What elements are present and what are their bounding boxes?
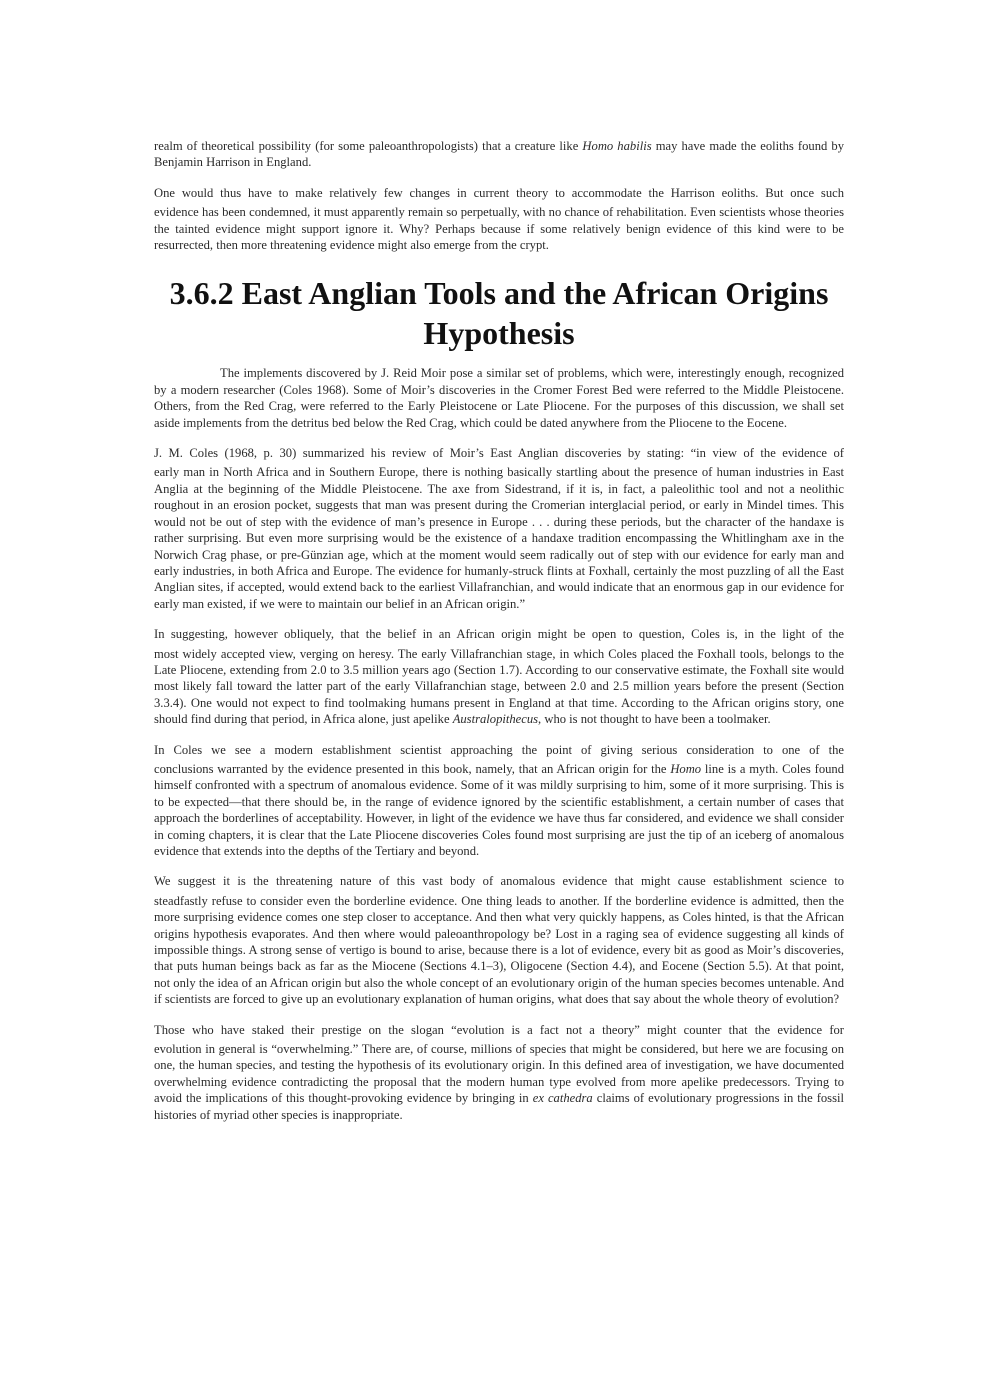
paragraph-first-line: We suggest it is the threatening nature of this vast body of anomalous evidence that might cause establishment science to: [154, 874, 844, 889]
paragraph-establishment-scientist: [154, 742, 844, 860]
paragraph-first-line: Those who have staked their prestige on the slogan “evolution is a fact not a theory” might counter that the evidence for: [154, 1022, 844, 1037]
paragraph-threatening-evidence: [154, 873, 844, 1007]
paragraph-first-line: In suggesting, however obliquely, that the belief in an African origin might be open to question, Coles is, in the light of the: [154, 627, 844, 642]
paragraph-harrison-eoliths: [154, 185, 844, 254]
italic-term: Homo habilis: [582, 139, 652, 153]
text: realm of theoretical possibility (for some paleoanthropologists) that a creature like: [154, 139, 583, 153]
italic-term: Australopithecus: [452, 712, 539, 727]
text: evidence has been condemned, it must apparently remain so perpetually, with no chance of rehabilitation. Even scientists whose theories the tainted evidence might support ignore it. Why? Perhaps because if some relatively benign evidence of this kind were to be resurrected, then more threatening evidence might also emerge from the crypt.: [154, 205, 844, 253]
text: steadfastly refuse to consider even the borderline evidence. One thing leads to another. If the borderline evidence is admitted, then the more surprising evidence comes one step closer to acceptance. And then what very quickly happens, as Coles hinted, is that the African origins hypothesis evaporates. And then where would paleoanthropology be? Lost in a raging sea of evidence suggesting all kinds of impossible things. A strong sense of vertigo is bound to arise, because there is a lot of evidence, every bit as good as Moir’s discoveries, that puts human beings back as far as the Miocene (Sections 4.1–3), Oligocene (Section 4.4), and Eocene (Section 5.5). At that point, not only the idea of an African origin but also the whole concept of an evolutionary origin of the human species becomes untenable. And if scientists are forced to give up an evolutionary explanation of human origins, what does that say about the whole theory of evolution?: [154, 893, 844, 1007]
italic-term: Homo: [670, 761, 702, 776]
text: claims of evolutionary progressions in the fossil histories of myriad other species is inappropriate.: [154, 1091, 844, 1122]
text: early man in North Africa and in Southern Europe, there is nothing basically startling about the presence of human industries in East Anglia at the beginning of the Middle Pleistocene. The axe from Sidestrand, if it is, in fact, a paleolithic tool and not a neolithic roughout in an erosion pocket, suggests that man was present during the Cromerian interglacial period, or early in Mindel times. This would not be out of step with the evidence of man’s presence in Europe . . . during these periods, but the character of the handaxe is rather surprising. But even more surprising would be the existence of a handaxe tradition encompassing the Whitlingham axe in the Norwich Crag phase, or pre-Günzian age, which at the moment would seem radically out of step with our evidence for early man and early industries, in both Africa and Europe. The evidence for humanly-struck flints at Foxhall, certainly the most puzzling of all the East Anglian sites, if accepted, would extend back to the earliest Villafranchian, and would indicate that an enormous gap in our evidence for early man existed, if we were to maintain our belief in an African origin.”: [154, 465, 844, 611]
section-heading: 3.6.2 East Anglian Tools and the African Origins Hypothesis: [169, 275, 829, 352]
text: most widely accepted view, verging on heresy. The early Villafranchian stage, in which Coles placed the Foxhall tools, belongs to the Late Pliocene, extending from 2.0 to 3.5 million years ago (Section 1.7). According to our conservative estimate, the Foxhall site would most likely fall toward the latter part of the early Villafranchian stage, between 2.0 and 2.5 million years before the present (Section 3.3.4). One would not expect to find toolmaking humans present in England at that time. According to the African origins story, one should find during that period, in Africa alone, just apelike: [154, 646, 844, 727]
text: line is a myth. Coles found himself confronted with a spectrum of anomalous evidence. Some of it was mildly surprising to him, some of it more surprising. This is to be expected—that there should be, in the range of evidence ignored by the scientific establishment, a certain number of cases that approach the borderlines of acceptability. However, in light of the evidence we have thus far considered, and evidence we shall consider in coming chapters, it is clear that the Late Pliocene discoveries Coles found most surprising are just the tip of an iceberg of anomalous evidence that extends into the depths of the Tertiary and beyond.: [154, 761, 845, 858]
text: may have made the eoliths found by Benjamin Harrison in England.: [154, 139, 845, 170]
text: conclusions warranted by the evidence presented in this book, namely, that an African origin for the: [154, 761, 671, 776]
text: , who is not thought to have been a toolmaker.: [538, 712, 771, 727]
paragraph-first-line: J. M. Coles (1968, p. 30) summarized his review of Moir’s East Anglian discoveries by stating: “in view of the evidence of: [154, 446, 844, 461]
paragraph-continuation: [154, 138, 844, 171]
italic-term: ex cathedra: [532, 1091, 593, 1106]
paragraph-first-line: In Coles we see a modern establishment scientist approaching the point of giving serious consideration to one of the: [154, 742, 844, 757]
paragraph-evolution-slogan: [154, 1022, 844, 1123]
paragraph-first-line: One would thus have to make relatively few changes in current theory to accommodate the Harrison eoliths. But once such: [154, 185, 844, 200]
paragraph-heresy: [154, 626, 844, 727]
paragraph-moir-implements: The implements discovered by J. Reid Moir pose a similar set of problems, which were, interestingly enough, recognized by a modern researcher (Coles 1968). Some of Moir’s discoveries in the Cromer Forest Bed were referred to the Middle Pleistocene. Others, from the Red Crag, were referred to the Early Pleistocene or Late Pliocene. For the purposes of this discussion, we shall set aside implements from the detritus bed below the Red Crag, which could be dated anywhere from the Pliocene to the Eocene.: [154, 366, 844, 430]
paragraph-coles-quote: [154, 445, 844, 612]
text: evolution in general is “overwhelming.” There are, of course, millions of species that might be considered, but here we are focusing on one, the human species, and testing the hypothesis of its evolutionary origin. In this defined area of investigation, we have documented overwhelming evidence contradicting the proposal that the modern human type evolved from more apelike predecessors. Trying to avoid the implications of this thought-provoking evidence by bringing in: [154, 1042, 844, 1106]
document-page: [154, 138, 844, 1137]
